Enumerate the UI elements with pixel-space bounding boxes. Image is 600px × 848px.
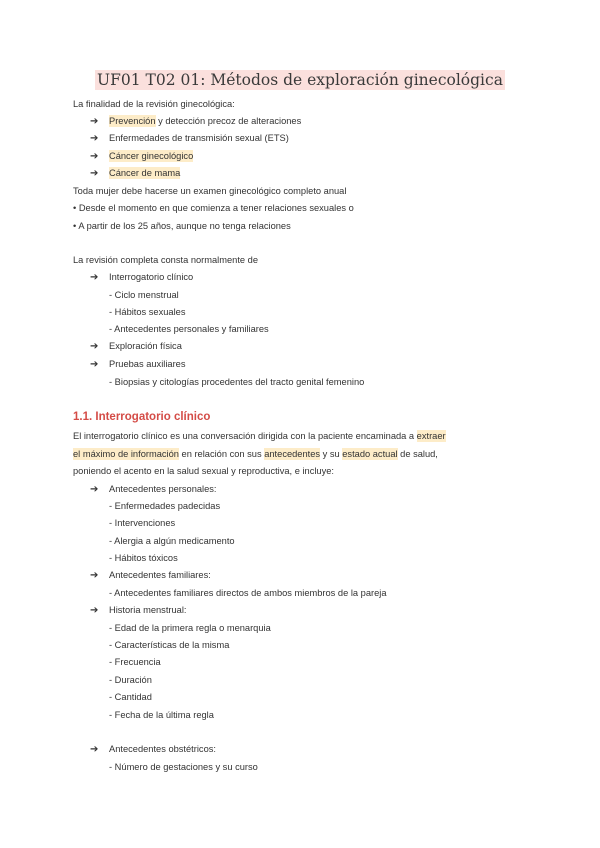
sub-item: - Hábitos sexuales — [109, 307, 186, 317]
revision-intro: La revisión completa consta normalmente de — [73, 255, 259, 265]
arrow-icon: ➔ — [90, 605, 99, 616]
exam-when-line: • Desde el momento en que comienza a tener relaciones sexuales o — [73, 203, 354, 213]
page-title — [0, 71, 600, 89]
sub-item: - Edad de la primera regla o menarquia — [109, 623, 271, 633]
highlight: extraer — [416, 431, 446, 441]
exam-when-line: • A partir de los 25 años, aunque no tenga relaciones — [73, 221, 291, 231]
paragraph-text: y su — [320, 449, 343, 459]
sub-item: - Intervenciones — [109, 518, 176, 528]
sub-item: - Hábitos tóxicos — [109, 553, 178, 563]
sub-item: - Antecedentes familiares directos de ambos miembros de la pareja — [109, 588, 387, 598]
arrow-icon: ➔ — [90, 341, 99, 352]
sub-item: - Antecedentes personales y familiares — [109, 324, 269, 334]
paragraph-text: en relación con sus — [178, 449, 265, 459]
highlight: estado actual — [342, 449, 398, 459]
highlight: Cáncer ginecológico — [109, 151, 194, 161]
sub-item: - Características de la misma — [109, 640, 230, 650]
list-item: Exploración física — [109, 341, 182, 351]
arrow-icon: ➔ — [90, 151, 99, 162]
arrow-icon: ➔ — [90, 133, 99, 144]
highlight: antecedentes — [264, 449, 321, 459]
paragraph-line — [73, 430, 446, 443]
list-item — [109, 115, 301, 128]
sub-item: - Número de gestaciones y su curso — [109, 762, 258, 772]
arrow-icon: ➔ — [90, 570, 99, 581]
title-text: UF01 T02 01: Métodos de exploración ginecológica — [97, 71, 503, 89]
paragraph-line: poniendo el acento en la salud sexual y reproductiva, e incluye: — [73, 466, 334, 476]
highlight: el máximo de información — [73, 449, 179, 459]
list-item: Historia menstrual: — [109, 605, 187, 615]
sub-item: - Frecuencia — [109, 657, 161, 667]
list-item: Antecedentes personales: — [109, 484, 217, 494]
arrow-icon: ➔ — [90, 359, 99, 370]
list-item-text: y detección precoz de alteraciones — [155, 116, 302, 126]
list-item: Interrogatorio clínico — [109, 272, 194, 282]
sub-item: - Biopsias y citologías procedentes del tracto genital femenino — [109, 377, 365, 387]
highlight: Prevención — [109, 116, 156, 126]
sub-item: - Enfermedades padecidas — [109, 501, 221, 511]
list-item — [109, 150, 193, 163]
arrow-icon: ➔ — [90, 484, 99, 495]
exam-rule: Toda mujer debe hacerse un examen ginecológico completo anual — [73, 186, 347, 196]
sub-item: - Alergia a algún medicamento — [109, 536, 235, 546]
highlight: Cáncer de mama — [109, 168, 181, 178]
section-heading: 1.1. Interrogatorio clínico — [73, 411, 211, 423]
list-item: Enfermedades de transmisión sexual (ETS) — [109, 133, 289, 143]
arrow-icon: ➔ — [90, 272, 99, 283]
list-item — [109, 167, 180, 180]
sub-item: - Duración — [109, 675, 152, 685]
sub-item: - Cantidad — [109, 692, 152, 702]
arrow-icon: ➔ — [90, 168, 99, 179]
paragraph-line — [73, 448, 438, 461]
intro-text: La finalidad de la revisión ginecológica: — [73, 99, 235, 109]
list-item: Pruebas auxiliares — [109, 359, 186, 369]
arrow-icon: ➔ — [90, 116, 99, 127]
sub-item: - Fecha de la última regla — [109, 710, 214, 720]
arrow-icon: ➔ — [90, 744, 99, 755]
list-item: Antecedentes familiares: — [109, 570, 211, 580]
paragraph-text: de salud, — [397, 449, 438, 459]
list-item: Antecedentes obstétricos: — [109, 744, 216, 754]
paragraph-text: El interrogatorio clínico es una conversación dirigida con la paciente encaminada a — [73, 431, 417, 441]
sub-item: - Ciclo menstrual — [109, 290, 179, 300]
